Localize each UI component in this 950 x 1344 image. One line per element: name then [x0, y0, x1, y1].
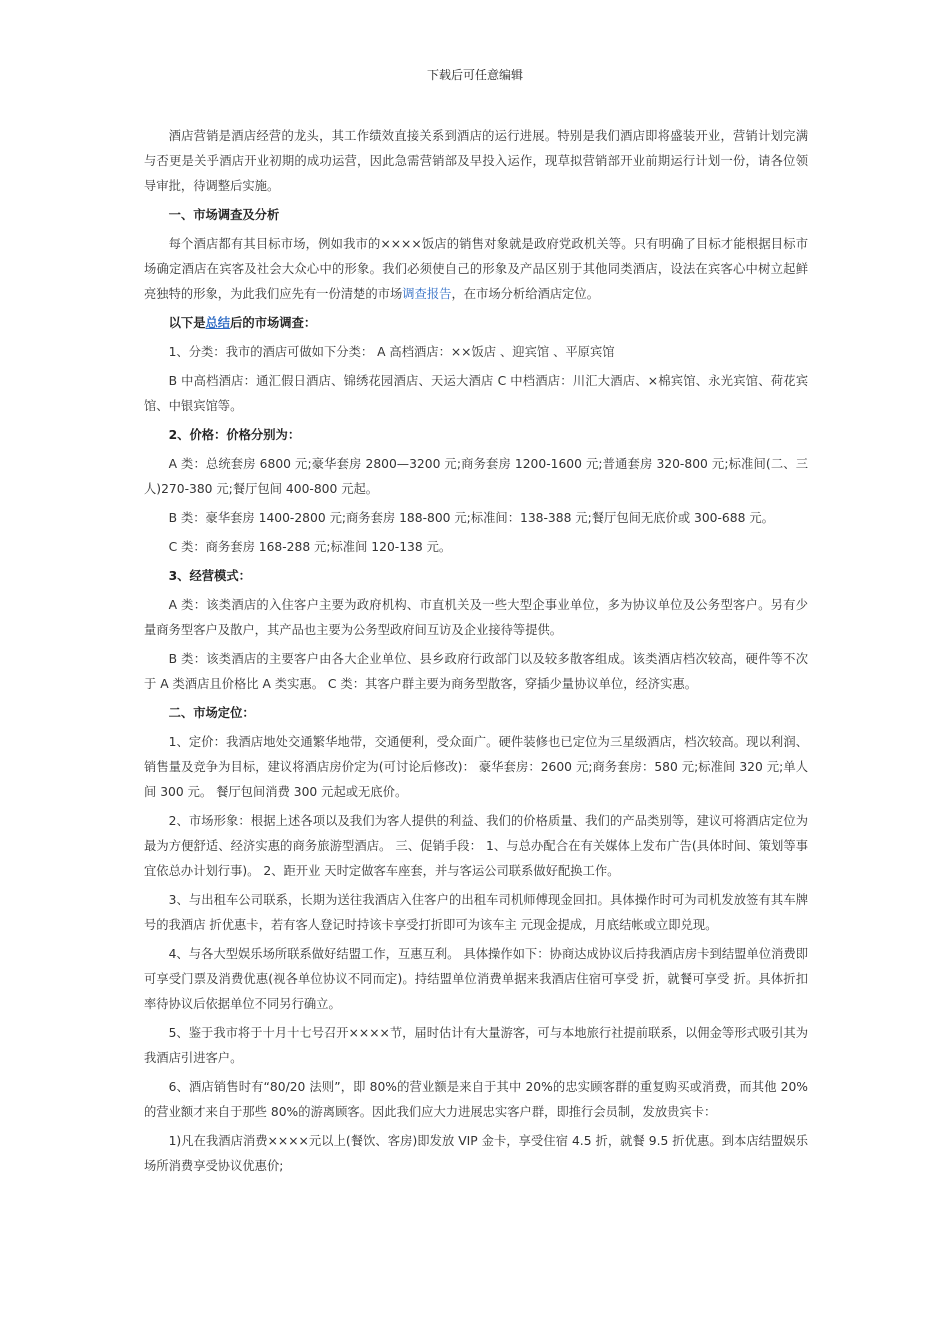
survey-heading-text-end: 后的市场调查： [230, 316, 317, 330]
market-analysis-text-end: ，在市场分析给酒店定位。 [451, 287, 600, 301]
pricing-paragraph: 1、定价：我酒店地处交通繁华地带，交通便利，受众面广。硬件装修也已定位为三星级酒店，档次较高。现以利润、销售量及竞争为目标，建议将酒店房价定为(可讨论后修改)： 豪华套房：2600 元;商务套房：580 元;标准间 320 元;单人间 300 元。 餐厅包间消费 300 元起或无底价。 [144, 735, 808, 799]
pareto-rule-paragraph: 6、酒店销售时有“80/20 法则”，即 80%的营业额是来自于其中 20%的忠实顾客群的重复购买或消费，而其他 20%的营业额才来自于那些 80%的游离顾客。因此我们应大力进展忠实客户群，即推行会员制，发放贵宾卡： [144, 1080, 808, 1119]
survey-heading [144, 311, 808, 336]
section-heading-market-research: 一、市场调查及分析 [168, 208, 280, 222]
vip-card-paragraph: 1)凡在我酒店消费××××元以上(餐饮、客房)即发放 VIP 金卡，享受住宿 4.5 折，就餐 9.5 折优惠。到本店结盟娱乐场所消费享受协议优惠价; [144, 1134, 808, 1173]
market-analysis-text: 每个酒店都有其目标市场，例如我市的××××饭店的销售对象就是政府党政机关等。只有明确了目标才能根据目标市场确定酒店在宾客及社会大众心中的形象。我们必须使自己的形象及产品区别于其他同类酒店，设法在宾客心中树立起鲜亮独特的形象，为此我们应先有一份清楚的市场 [144, 237, 808, 301]
business-mode-heading: 3、经营模式： [168, 569, 251, 583]
price-heading: 2、价格：价格分别为： [168, 428, 301, 442]
business-mode-bc-paragraph: B 类：该类酒店的主要客户由各大企业单位、县乡政府行政部门以及较多散客组成。该类酒店档次较高，硬件等不次于 A 类酒店且价格比 A 类实惠。 C 类：其客户群主要为商务型散客，穿插少量协议单位，经济实惠。 [144, 652, 808, 691]
document-body [144, 124, 808, 1183]
market-analysis-paragraph [144, 232, 808, 307]
price-c-paragraph: C 类：商务套房 168-288 元;标准间 120-138 元。 [168, 540, 452, 554]
business-mode-a-paragraph: A 类：该类酒店的入住客户主要为政府机构、市直机关及一些大型企事业单位，多为协议单位及公务型客户。另有少量商务型客户及散户，其产品也主要为公务型政府间互访及企业接待等提供。 [144, 598, 808, 637]
summary-link[interactable]: 总结 [205, 316, 231, 330]
taxi-company-paragraph: 3、与出租车公司联系，长期为送往我酒店入住客户的出租车司机师傅现金回扣。具体操作时可为司机发放签有其车牌号的我酒店 折优惠卡，若有客人登记时持该卡享受打折即可为该车主 元现金提成，月底结帐或立即兑现。 [144, 893, 808, 932]
page-header: 下载后可任意编辑 [426, 68, 523, 82]
entertainment-alliance-paragraph: 4、与各大型娱乐场所联系做好结盟工作，互惠互利。 具体操作如下：协商达成协议后持我酒店房卡到结盟单位消费即可享受门票及消费优惠(视各单位协议不同而定)。持结盟单位消费单据来我酒店住宿可享受 折，就餐可享受 折。具体折扣率待协议后依据单位不同另行确立。 [144, 947, 808, 1011]
price-b-paragraph: B 类：豪华套房 1400-2800 元;商务套房 188-800 元;标准间：138-388 元;餐厅包间无底价或 300-688 元。 [168, 511, 774, 525]
classification-a-paragraph: 1、分类：我市的酒店可做如下分类： A 高档酒店：××饭店 、迎宾馆 、平原宾馆 [168, 345, 615, 359]
price-a-paragraph: A 类：总统套房 6800 元;豪华套房 2800—3200 元;商务套房 1200-1600 元;普通套房 320-800 元;标准间(二、三人)270-380 元;餐厅包间 400-800 元起。 [144, 457, 808, 496]
survey-heading-text: 以下是 [168, 316, 206, 330]
intro-paragraph: 酒店营销是酒店经营的龙头，其工作绩效直接关系到酒店的运行进展。特别是我们酒店即将盛装开业，营销计划完满与否更是关乎酒店开业初期的成功运营，因此急需营销部及早投入运作，现草拟营销部开业前期运行计划一份，请各位领导审批，待调整后实施。 [144, 129, 808, 193]
survey-report-link[interactable]: 调查报告 [402, 287, 452, 301]
market-image-paragraph: 2、市场形象：根据上述各项以及我们为客人提供的利益、我们的价格质量、我们的产品类别等，建议可将酒店定位为最为方便舒适、经济实惠的商务旅游型酒店。 三、促销手段： 1、与总办配合在有关媒体上发布广告(具体时间、策划等事宜依总办计划行事)。 2、距开业 天时定做客车座套，并与客运公司联系做好配换工作。 [144, 814, 808, 878]
section-heading-market-positioning: 二、市场定位： [168, 706, 255, 720]
classification-bc-paragraph: B 中高档酒店：通汇假日酒店、锦绣花园酒店、天运大酒店 C 中档酒店：川汇大酒店、×棉宾馆、永光宾馆、荷花宾馆、中银宾馆等。 [144, 374, 808, 413]
festival-paragraph: 5、鉴于我市将于十月十七号召开××××节，届时估计有大量游客，可与本地旅行社提前联系，以佣金等形式吸引其为我酒店引进客户。 [144, 1026, 808, 1065]
